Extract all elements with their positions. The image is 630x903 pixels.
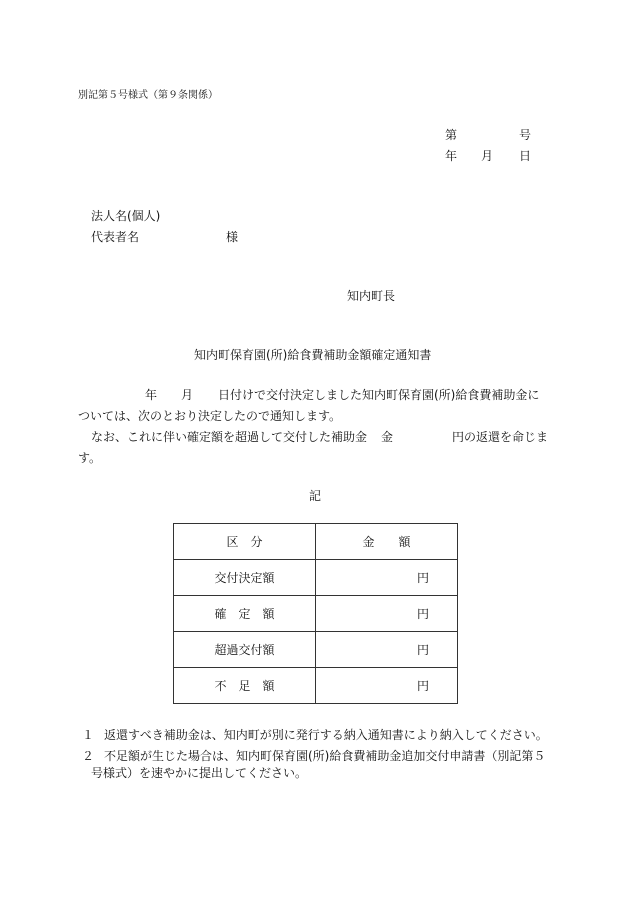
table-row xyxy=(174,596,458,632)
doc-date-year: 年 xyxy=(445,149,458,163)
note-number: ２ xyxy=(82,749,95,763)
header-amount: 金 額 xyxy=(316,524,458,560)
note-number: １ xyxy=(82,728,95,742)
note-text: 返還すべき補助金は、知内町が別に発行する納入通知書により納入してください。 xyxy=(104,728,548,742)
doc-date-day: 日 xyxy=(519,149,532,163)
doc-number-dai: 第 xyxy=(445,128,458,142)
note-2 xyxy=(82,745,562,767)
body-year: 年 xyxy=(145,388,158,402)
body-line2: ついては、次のとおり決定したので通知します。 xyxy=(78,409,342,423)
doc-number-go: 号 xyxy=(519,128,532,142)
recipient-rep-label: 代表者名 xyxy=(91,230,140,244)
row-unit: 円 xyxy=(316,668,458,704)
body-line4: す。 xyxy=(78,451,102,465)
body-month: 月 xyxy=(181,388,194,402)
row-label-decision: 交付決定額 xyxy=(174,560,316,596)
recipient-honorific: 様 xyxy=(226,230,239,244)
form-reference: 別記第５号様式（第９条関係） xyxy=(78,90,218,101)
note-1 xyxy=(82,724,562,746)
body-line3-lead: なお、これに伴い確定額を超過して交付した補助金 xyxy=(91,430,368,444)
table-row xyxy=(174,632,458,668)
row-unit: 円 xyxy=(316,596,458,632)
row-label-shortfall: 不 足 額 xyxy=(174,668,316,704)
table-header-row xyxy=(174,524,458,560)
row-unit: 円 xyxy=(316,560,458,596)
header-category: 区 分 xyxy=(174,524,316,560)
note-text: 不足額が生じた場合は、知内町保育園(所)給食費補助金追加交付申請書（別記第５ xyxy=(104,749,546,763)
body-line3-tail: 円の返還を命じま xyxy=(452,430,549,444)
document-title: 知内町保育園(所)給食費補助金額確定通知書 xyxy=(194,348,432,362)
ki-heading: 記 xyxy=(309,489,322,503)
body-line1-text: 日付けで交付決定しました知内町保育園(所)給食費補助金に xyxy=(218,388,540,402)
note-2-continuation: 号様式）を速やかに提出してください。 xyxy=(91,766,308,780)
row-unit: 円 xyxy=(316,632,458,668)
sender-name: 知内町長 xyxy=(347,289,396,303)
recipient-corp-name: 法人名(個人) xyxy=(91,209,161,223)
row-label-confirmed: 確 定 額 xyxy=(174,596,316,632)
doc-date-month: 月 xyxy=(481,149,494,163)
row-label-excess: 超過交付額 xyxy=(174,632,316,668)
body-line3-kin: 金 xyxy=(381,430,394,444)
amount-table xyxy=(173,523,458,704)
table-row xyxy=(174,560,458,596)
table-row xyxy=(174,668,458,704)
